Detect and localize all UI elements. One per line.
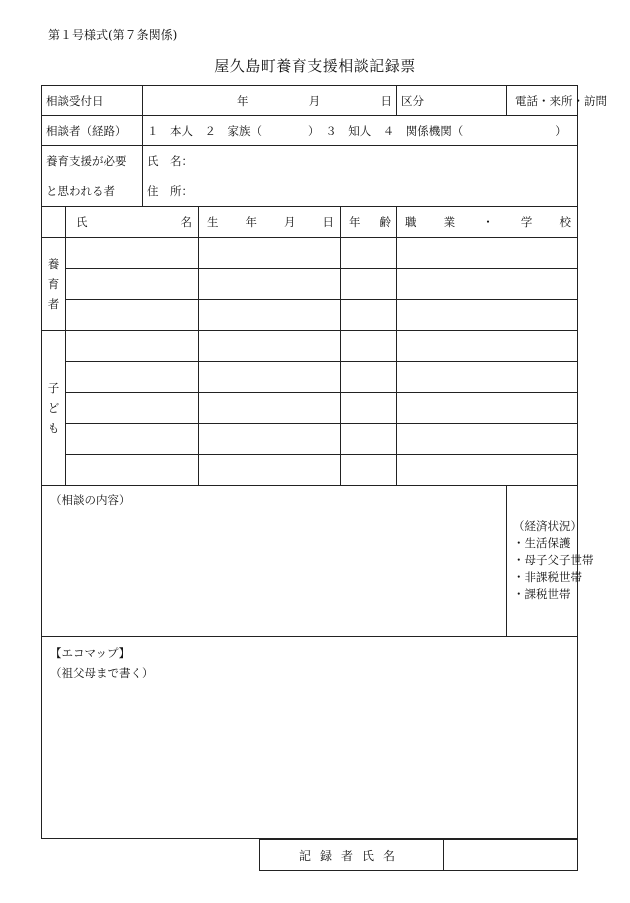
col-birthdate: 生 年 月 日: [199, 207, 341, 238]
ecomap-label: 【エコマップ】: [50, 646, 131, 660]
route-options[interactable]: １ 本人 ２ 家族（ ） ３ 知人 ４ 関係機関（ ）: [143, 116, 578, 146]
guardian-name-cell[interactable]: [66, 238, 199, 269]
child-age-cell[interactable]: [341, 331, 397, 362]
form-reference: 第１号様式(第７条関係): [48, 28, 178, 42]
needs-name-field[interactable]: 氏 名：: [143, 146, 578, 176]
guardian-name-cell[interactable]: [66, 300, 199, 331]
consultation-record-table: [41, 85, 607, 839]
child-name-cell[interactable]: [66, 362, 199, 393]
category-label: 区分: [397, 86, 507, 116]
consultation-label: （相談の内容）: [50, 493, 131, 507]
child-name-cell[interactable]: [66, 393, 199, 424]
recorder-table: [259, 839, 578, 871]
route-row: [42, 116, 578, 146]
child-age-cell[interactable]: [341, 393, 397, 424]
needs-label-2: と思われる者: [42, 176, 143, 207]
guardian-name-cell[interactable]: [66, 269, 199, 300]
economic-item-taxable: ・課税世帯: [513, 587, 571, 601]
guardian-age-cell[interactable]: [341, 238, 397, 269]
guardian-row: [42, 238, 578, 269]
child-row: [42, 424, 578, 455]
child-name-cell[interactable]: [66, 331, 199, 362]
economic-title: （経済状況）: [513, 519, 582, 533]
child-row: [42, 362, 578, 393]
col-occupation: 職 業 ・ 学 校: [397, 207, 578, 238]
reception-label: 相談受付日: [42, 86, 143, 116]
child-occupation-cell[interactable]: [397, 424, 578, 455]
child-birth-cell[interactable]: [199, 455, 341, 486]
child-row: [42, 455, 578, 486]
guardian-occupation-cell[interactable]: [397, 238, 578, 269]
guardian-occupation-cell[interactable]: [397, 269, 578, 300]
child-row: [42, 331, 578, 362]
child-birth-cell[interactable]: [199, 331, 341, 362]
child-occupation-cell[interactable]: [397, 455, 578, 486]
child-occupation-cell[interactable]: [397, 362, 578, 393]
child-age-cell[interactable]: [341, 362, 397, 393]
child-row: [42, 393, 578, 424]
guardian-age-cell[interactable]: [341, 300, 397, 331]
child-birth-cell[interactable]: [199, 393, 341, 424]
ecomap-note: （祖父母まで書く）: [50, 666, 154, 680]
economic-item-welfare: ・生活保護: [513, 536, 571, 550]
guardian-row: [42, 269, 578, 300]
needs-label-1: 養育支援が必要: [42, 146, 143, 176]
day-char: 日: [380, 93, 392, 108]
recorder-name-field[interactable]: [444, 840, 578, 871]
economic-item-non-taxable: ・非課税世帯: [513, 570, 582, 584]
child-birth-cell[interactable]: [199, 424, 341, 455]
child-occupation-cell[interactable]: [397, 331, 578, 362]
guardian-group-label: 養 育 者: [42, 238, 66, 331]
child-name-cell[interactable]: [66, 455, 199, 486]
ecomap-row: [42, 637, 578, 839]
guardian-birth-cell[interactable]: [199, 300, 341, 331]
group-header-blank: [42, 207, 66, 238]
needs-row-2: [42, 176, 578, 207]
economic-item-single-parent: ・母子父子世帯: [513, 553, 594, 567]
guardian-occupation-cell[interactable]: [397, 300, 578, 331]
consultation-content-field[interactable]: [42, 486, 507, 637]
guardian-birth-cell[interactable]: [199, 269, 341, 300]
reception-date-field[interactable]: [143, 86, 397, 116]
guardian-row: [42, 300, 578, 331]
col-age: 年 齢: [341, 207, 397, 238]
ecomap-field[interactable]: [42, 637, 578, 839]
category-options[interactable]: [507, 86, 607, 116]
col-name: 氏 名: [66, 207, 199, 238]
category-home-visit: 訪問: [584, 93, 607, 108]
child-age-cell[interactable]: [341, 455, 397, 486]
column-header-row: [42, 207, 578, 238]
route-label: 相談者（経路）: [42, 116, 143, 146]
needs-row-1: [42, 146, 578, 176]
economic-status-box[interactable]: [507, 486, 594, 637]
child-birth-cell[interactable]: [199, 362, 341, 393]
category-phone: 電話: [515, 93, 538, 108]
recorder-label: 記録者氏名: [260, 840, 444, 871]
child-group-label: 子 ど も: [42, 331, 66, 486]
category-dot-2: ・: [572, 93, 584, 108]
category-visit-office: 来所: [549, 93, 573, 108]
child-name-cell[interactable]: [66, 424, 199, 455]
month-char: 月: [308, 93, 321, 108]
year-char: 年: [237, 93, 249, 108]
category-dot-1: ・: [538, 93, 550, 108]
needs-address-field[interactable]: 住 所：: [143, 176, 578, 207]
page-title: 屋久島町養育支援相談記録票: [214, 57, 416, 75]
child-age-cell[interactable]: [341, 424, 397, 455]
consultation-row: [42, 486, 578, 637]
guardian-birth-cell[interactable]: [199, 238, 341, 269]
reception-row: [42, 86, 578, 116]
child-occupation-cell[interactable]: [397, 393, 578, 424]
guardian-age-cell[interactable]: [341, 269, 397, 300]
